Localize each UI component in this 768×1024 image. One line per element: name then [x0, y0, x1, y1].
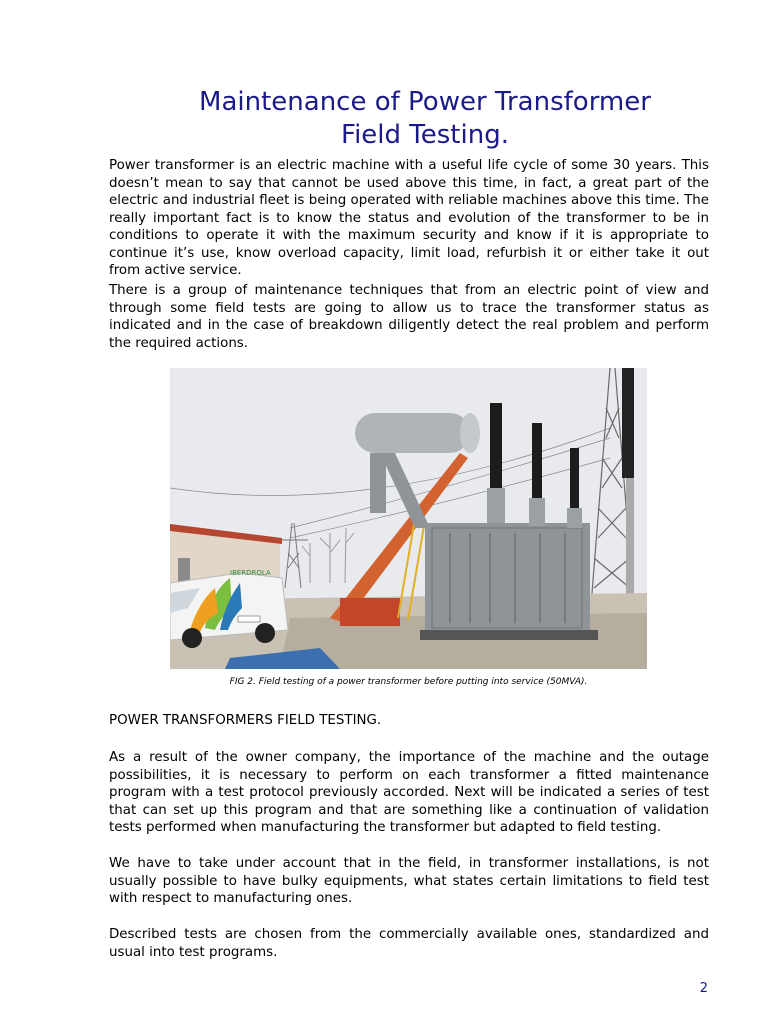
document-title [100, 86, 750, 152]
title-line-2: Field Testing. [341, 120, 509, 150]
figure-caption: FIG 2. Field testing of a power transformer before putting into service (50MVA). [229, 677, 588, 687]
program-paragraph: As a result of the owner company, the importance of the machine and the outage possibilities, it is necessary to perform on each transformer a fitted maintenance program with a test protocol previously accorded. Next will be indicated a series of test that can set up this program and that are something like a continuation of validation tests performed when manufacturing the transformer but adapted to field testing. [109, 750, 709, 835]
van-logo-text: IBERDROLA [230, 569, 271, 577]
intro-paragraph: Power transformer is an electric machine with a useful life cycle of some 30 years. This doesn’t mean to say that cannot be used above this time, in fact, a great part of the electric and industrial fleet is being operated with reliable machines above this time. The really important fact is to know the status and evolution of the transformer to be in conditions to operate it with the maximum security and know if it is appropriate to continue it’s use, know overload capacity, limit load, refurbish it or either take it out from active service. [109, 158, 709, 278]
transformer-photo [170, 368, 647, 669]
tests-paragraph: Described tests are chosen from the commercially available ones, standardized and usual into test programs. [109, 927, 709, 960]
maintenance-paragraph: There is a group of maintenance techniques that from an electric point of view and through some field tests are going to allow us to trace the transformer status as indicated and in the case of breakdown diligently detect the real problem and perform the required actions. [109, 283, 709, 351]
limitations-paragraph: We have to take under account that in the field, in transformer installations, is not usually possible to have bulky equipments, what states certain limitations to field test with respect to manufacturing ones. [109, 856, 709, 906]
section-heading: POWER TRANSFORMERS FIELD TESTING. [109, 713, 382, 728]
page-number: 2 [699, 981, 708, 996]
title-line-1: Maintenance of Power Transformer [199, 87, 651, 117]
